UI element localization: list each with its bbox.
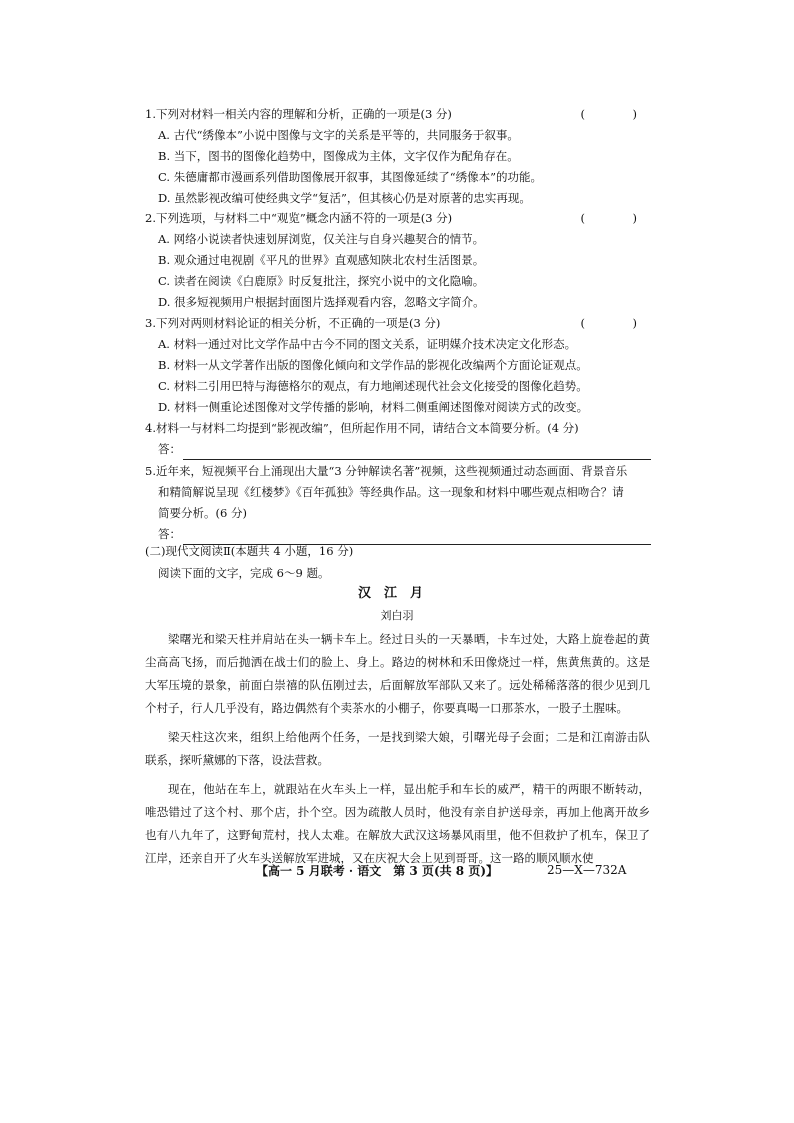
option-b: B. 观众通过电视剧《平凡的世界》直观感知陕北农村生活图景。 bbox=[158, 253, 485, 267]
answer-bracket[interactable]: ( ) bbox=[580, 107, 655, 121]
answer-line[interactable] bbox=[145, 439, 655, 460]
section-header: (二)现代文阅读Ⅱ(本题共 4 小题，16 分) bbox=[145, 544, 354, 558]
option-d: D. 虽然影视改编可使经典文学“复活”，但其核心仍是对原著的忠实再现。 bbox=[158, 191, 531, 205]
page-footer: 【高一 5 月联考 · 语文 第 3 页(共 8 页)】 bbox=[256, 864, 499, 878]
option-c: C. 读者在阅读《白鹿原》时反复批注，探究小说中的文化隐喻。 bbox=[158, 274, 485, 288]
question-stem-line-1: 5.近年来，短视频平台上涌现出大量“3 分钟解读名著”视频，这些视频通过动态画面、背景音乐 bbox=[145, 464, 628, 478]
reading-instruction: 阅读下面的文字，完成 6～9 题。 bbox=[158, 566, 330, 580]
question-stem-line-3: 简要分析。(6 分) bbox=[158, 506, 247, 520]
question-5 bbox=[145, 461, 655, 545]
question-stem-text: 1.下列对材料一相关内容的理解和分析，正确的一项是(3 分) bbox=[145, 107, 452, 121]
question-stem-text: 3.下列对两则材料论证的相关分析，不正确的一项是(3 分) bbox=[145, 316, 441, 330]
option-b: B. 材料一从文学著作出版的图像化倾向和文学作品的影视化改编两个方面论证观点。 bbox=[158, 358, 588, 372]
question-3 bbox=[145, 313, 655, 418]
option-c: C. 材料二引用巴特与海德格尔的观点，有力地阐述现代社会文化接受的图像化趋势。 bbox=[158, 379, 588, 393]
question-stem-text: 2.下列选项，与材料二中“观览”概念内涵不符的一项是(3 分) bbox=[145, 211, 453, 225]
option-b: B. 当下，图书的图像化趋势中，图像成为主体，文字仅作为配角存在。 bbox=[158, 149, 519, 163]
answer-bracket[interactable]: ( ) bbox=[580, 316, 655, 330]
answer-bracket[interactable]: ( ) bbox=[580, 211, 655, 225]
option-c: C. 朱德庸都市漫画系列借助图像展开叙事，其图像延续了“绣像本”的功能。 bbox=[158, 170, 542, 184]
story-paragraph-3: 现在，他站在车上，就跟站在火车头上一样，显出舵手和车长的威严，精干的两眼不断转动，唯恐错过了这个村、那个店，扑个空。因为疏散人员时，他没有亲自护送母亲，再加上他离开故乡也有八九年了，这野甸荒村，找人太难。在解放大武汉这场暴风雨里，他不但救护了机车，保卫了江岸，还亲自开了火车头送解放军进城，又在庆祝大会上见到哥哥。这一路的顺风顺水使 bbox=[145, 782, 650, 865]
story-title: 汉江月 bbox=[357, 586, 436, 601]
answer-label: 答： bbox=[158, 527, 181, 541]
option-a: A. 古代“绣像本”小说中图像与文字的关系是平等的，共同服务于叙事。 bbox=[158, 128, 519, 142]
question-stem bbox=[145, 104, 655, 125]
option-a: A. 网络小说读者快速划屏浏览，仅关注与自身兴趣契合的情节。 bbox=[158, 232, 485, 246]
question-stem-line-2: 和精简解说呈现《红楼梦》《百年孤独》等经典作品。这一现象和材料中哪些观点相吻合？请 bbox=[158, 485, 624, 499]
question-stem bbox=[145, 313, 655, 334]
story-paragraph-2: 梁天柱这次来，组织上给他两个任务，一是找到梁大娘，引曙光母子会面；二是和江南游击队联系，探听黛娜的下落，设法营救。 bbox=[145, 730, 650, 767]
answer-rule[interactable] bbox=[183, 445, 651, 460]
exam-code: 25—X—732A bbox=[547, 863, 627, 877]
question-4 bbox=[145, 418, 655, 460]
option-a: A. 材料一通过对比文学作品中古今不同的图文关系，证明媒介技术决定文化形态。 bbox=[158, 337, 577, 351]
story-paragraph-1: 梁曙光和梁天柱并肩站在头一辆卡车上。经过日头的一天暴晒，卡车过处，大路上旋卷起的黄尘高高飞扬，而后抛洒在战士们的脸上、身上。路边的树林和禾田像烧过一样，焦黄焦黄的。这是大军压境的景象，前面白崇禧的队伍刚过去，后面解放军部队又来了。远处稀稀落落的很少见到几个村子，行人几乎没有，路边偶然有个卖茶水的小棚子，你要真喝一口那茶水，一股子土腥味。 bbox=[145, 632, 650, 715]
option-d: D. 很多短视频用户根据封面图片选择观看内容，忽略文字简介。 bbox=[158, 295, 485, 309]
answer-label: 答： bbox=[158, 442, 181, 456]
question-stem bbox=[145, 208, 655, 229]
question-2 bbox=[145, 208, 655, 313]
option-d: D. 材料一侧重论述图像对文学传播的影响，材料二侧重阐述图像对阅读方式的改变。 bbox=[158, 400, 589, 414]
story-body bbox=[145, 628, 650, 870]
story-author: 刘白羽 bbox=[380, 609, 414, 622]
question-1 bbox=[145, 104, 655, 209]
question-stem: 4.材料一与材料二均提到“影视改编”，但所起作用不同，请结合文本简要分析。(4 分) bbox=[145, 421, 579, 435]
